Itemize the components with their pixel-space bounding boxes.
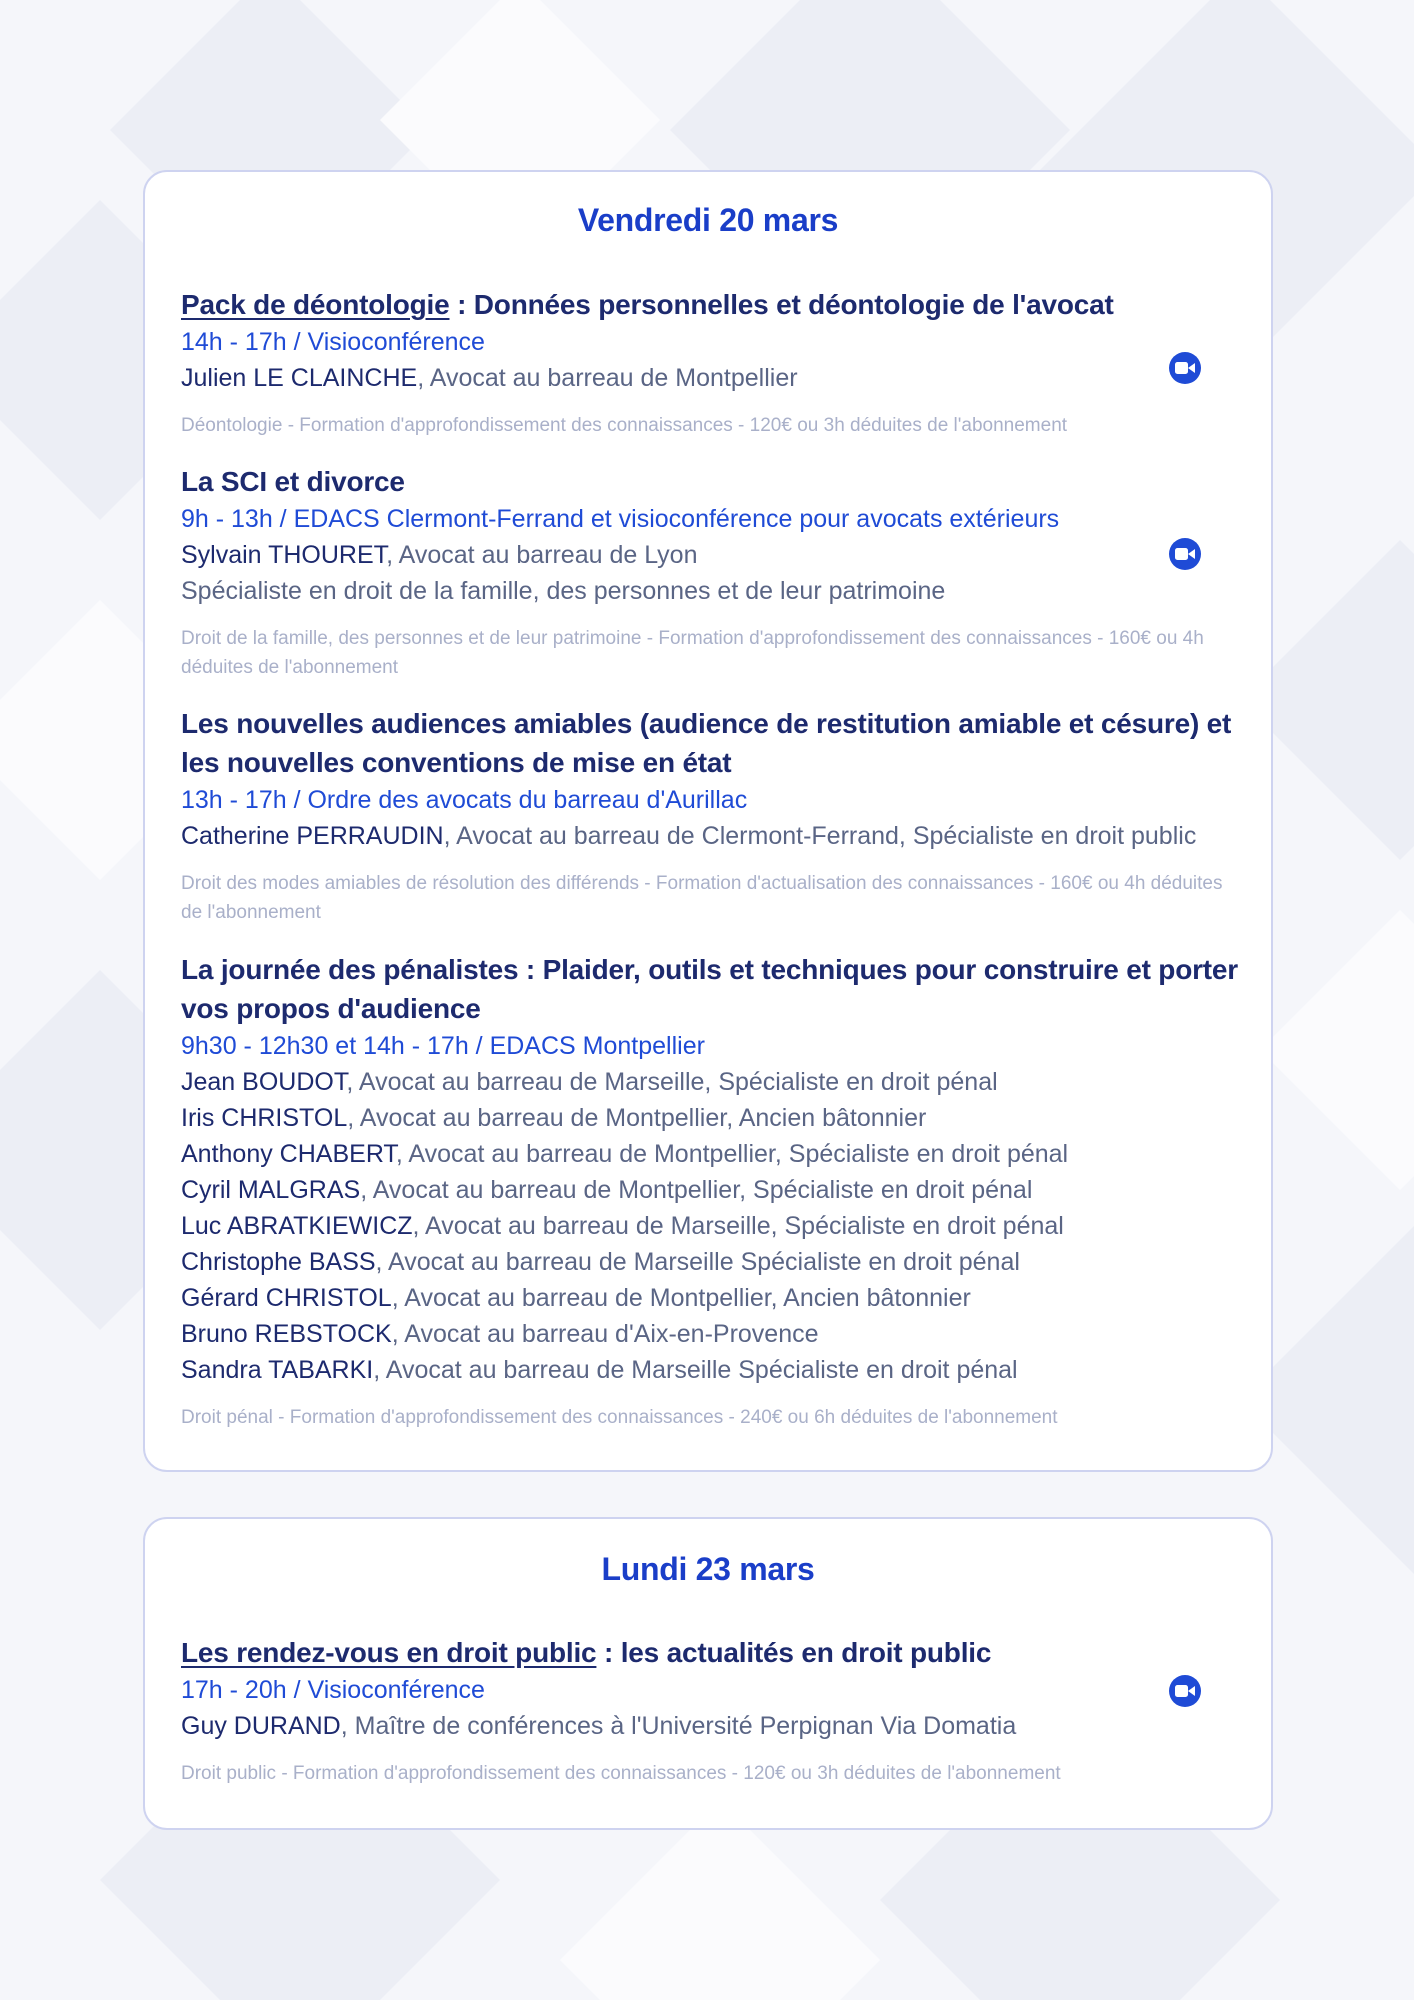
speaker: [181, 360, 1241, 396]
speaker-name: Julien LE CLAINCHE: [181, 364, 418, 392]
day-card-vendredi: [143, 170, 1273, 1472]
video-camera-icon[interactable]: [1169, 352, 1201, 384]
event-time: 9h30 - 12h30 et 14h - 17h / EDACS Montpellier: [181, 1032, 705, 1060]
event-title: La SCI et divorce: [181, 466, 405, 497]
event-time: 17h - 20h / Visioconférence: [181, 1676, 485, 1704]
speaker-specialty: Spécialiste en droit de la famille, des personnes et de leur patrimoine: [181, 577, 946, 605]
speaker-name: Iris CHRISTOL: [181, 1104, 348, 1132]
event-title: Pack de déontologie : Données personnelles et déontologie de l'avocat: [181, 289, 1114, 320]
event-title-link[interactable]: Les rendez-vous en droit public: [181, 1637, 597, 1668]
event-meta: Droit de la famille, des personnes et de leur patrimoine - Formation d'approfondissement des connaissances - 160€ ou 4h déduites de l'abonnement: [181, 628, 1204, 678]
speaker-name: Cyril MALGRAS: [181, 1176, 361, 1204]
speaker-role: , Avocat au barreau de Marseille, Spécialiste en droit pénal: [412, 1212, 1064, 1240]
event-sci-divorce: [181, 462, 1241, 682]
event-meta: Droit des modes amiables de résolution des différends - Formation d'actualisation des connaissances - 160€ ou 4h déduites de l'abonnement: [181, 873, 1223, 923]
speaker-role: , Avocat au barreau de Montpellier, Spécialiste en droit pénal: [395, 1140, 1069, 1168]
day-card-lundi: [143, 1517, 1273, 1830]
speaker-role: , Avocat au barreau de Montpellier, Ancien bâtonnier: [347, 1104, 927, 1132]
event-pack-deontologie: [181, 285, 1241, 440]
speaker-name: Sandra TABARKI: [181, 1356, 374, 1384]
event-title-link[interactable]: Pack de déontologie: [181, 289, 450, 320]
speaker-role: , Avocat au barreau de Marseille, Spécialiste en droit pénal: [346, 1068, 998, 1096]
day-title: Lundi 23 mars: [601, 1551, 815, 1587]
speaker: [181, 818, 1241, 854]
speaker-role: , Avocat au barreau de Montpellier: [417, 364, 798, 392]
event-rendez-vous-droit-public: [181, 1633, 1241, 1788]
video-camera-icon[interactable]: [1169, 1675, 1201, 1707]
event-journee-penalistes: [181, 950, 1241, 1432]
speaker-name: Anthony CHABERT: [181, 1140, 396, 1168]
speaker-role: , Avocat au barreau de Lyon: [386, 541, 698, 569]
speaker-name: Jean BOUDOT: [181, 1068, 347, 1096]
speaker: [181, 1316, 1241, 1352]
speaker: [181, 1100, 1241, 1136]
speaker: [181, 1136, 1241, 1172]
speaker-role: , Avocat au barreau de Marseille Spécialiste en droit pénal: [373, 1356, 1018, 1384]
event-audiences-amiables: [181, 704, 1241, 927]
speaker-name: Sylvain THOURET: [181, 541, 387, 569]
speaker: [181, 537, 1241, 573]
speaker: [181, 1352, 1241, 1388]
speaker-role: , Avocat au barreau de Montpellier, Ancien bâtonnier: [391, 1284, 971, 1312]
event-time: 13h - 17h / Ordre des avocats du barreau d'Aurillac: [181, 786, 748, 814]
speaker-name: Gérard CHRISTOL: [181, 1284, 392, 1312]
speaker-role: , Maître de conférences à l'Université Perpignan Via Domatia: [340, 1712, 1017, 1740]
event-title: Les nouvelles audiences amiables (audience de restitution amiable et césure) et les nouvelles conventions de mise en état: [181, 708, 1232, 778]
speaker-role: , Avocat au barreau de Montpellier, Spécialiste en droit pénal: [360, 1176, 1033, 1204]
event-time: 9h - 13h / EDACS Clermont-Ferrand et visioconférence pour avocats extérieurs: [181, 505, 1060, 533]
event-meta: Droit pénal - Formation d'approfondissement des connaissances - 240€ ou 6h déduites de l'abonnement: [181, 1407, 1058, 1428]
speaker: [181, 1280, 1241, 1316]
event-title: La journée des pénalistes : Plaider, outils et techniques pour construire et porter vos propos d'audience: [181, 954, 1238, 1024]
speaker-name: Christophe BASS: [181, 1248, 376, 1276]
video-camera-icon[interactable]: [1169, 538, 1201, 570]
event-title: Les rendez-vous en droit public : les actualités en droit public: [181, 1637, 992, 1668]
speaker-name: Luc ABRATKIEWICZ: [181, 1212, 413, 1240]
speaker: [181, 1208, 1241, 1244]
speaker-name: Bruno REBSTOCK: [181, 1320, 392, 1348]
speaker: [181, 1708, 1241, 1744]
event-time: 14h - 17h / Visioconférence: [181, 328, 485, 356]
speaker-name: Catherine PERRAUDIN: [181, 822, 444, 850]
speaker-role: , Avocat au barreau d'Aix-en-Provence: [391, 1320, 819, 1348]
speaker: [181, 1172, 1241, 1208]
speaker: [181, 1244, 1241, 1280]
day-title: Vendredi 20 mars: [577, 202, 839, 238]
speaker: [181, 1064, 1241, 1100]
event-meta: Droit public - Formation d'approfondissement des connaissances - 120€ ou 3h déduites de l'abonnement: [181, 1763, 1061, 1784]
event-meta: Déontologie - Formation d'approfondissement des connaissances - 120€ ou 3h déduites de l'abonnement: [181, 415, 1068, 436]
speaker-name: Guy DURAND: [181, 1712, 341, 1740]
speaker-role: , Avocat au barreau de Clermont-Ferrand, Spécialiste en droit public: [443, 822, 1197, 850]
speaker-role: , Avocat au barreau de Marseille Spécialiste en droit pénal: [375, 1248, 1020, 1276]
